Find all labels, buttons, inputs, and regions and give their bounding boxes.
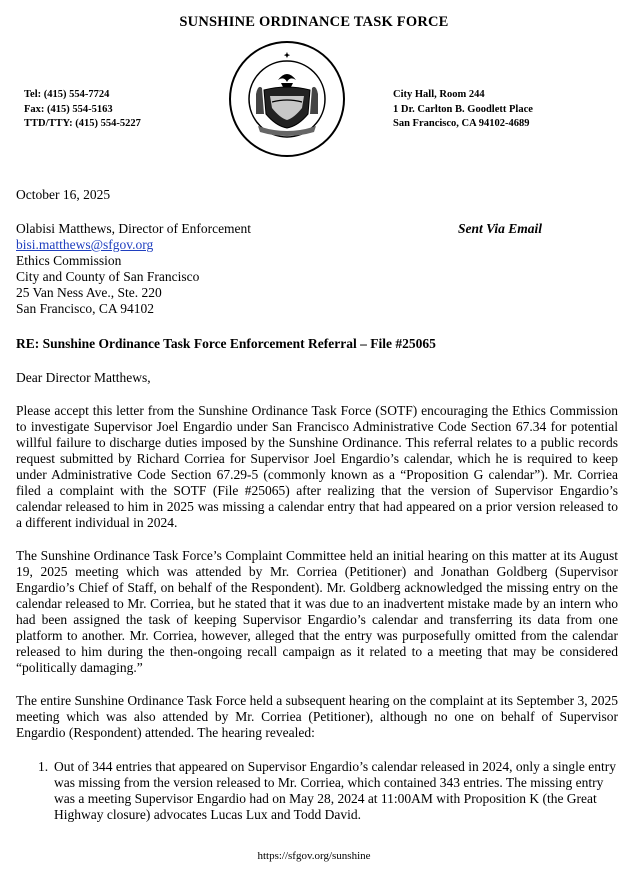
footer-url: https://sfgov.org/sunshine bbox=[257, 850, 371, 862]
recipient-org: Ethics Commission bbox=[16, 253, 122, 268]
letterhead-title: SUNSHINE ORDINANCE TASK FORCE bbox=[179, 14, 449, 30]
address-line-1: City Hall, Room 244 bbox=[393, 89, 485, 100]
svg-text:✦: ✦ bbox=[283, 51, 291, 60]
recipient-street: 25 Van Ness Ave., Ste. 220 bbox=[16, 285, 162, 300]
address-line-2: 1 Dr. Carlton B. Goodlett Place bbox=[393, 103, 533, 115]
findings-list bbox=[16, 759, 618, 823]
list-item-text: Out of 344 entries that appeared on Supervisor Engardio’s calendar released in 2024, only a single entry was missing from the version released to Mr. Corriea, which contained 343 entries. The missing entry was a meeting Supervisor Engardio had on May 28, 2024 at 11:00AM with Proposition K (the Great Highway closure) advocates Lucas Lux and Todd David. bbox=[54, 759, 616, 822]
recipient-email-link[interactable]: bisi.matthews@sfgov.org bbox=[16, 237, 154, 252]
city-seal-graphic bbox=[228, 40, 346, 158]
list-item bbox=[16, 759, 618, 823]
tty-number: TTD/TTY: (415) 554-5227 bbox=[24, 118, 141, 129]
salutation: Dear Director Matthews, bbox=[16, 370, 151, 385]
recipient-citystate: San Francisco, CA 94102 bbox=[16, 301, 154, 316]
subject-line: RE: Sunshine Ordinance Task Force Enforcement Referral – File #25065 bbox=[16, 336, 436, 351]
list-item-number: 1. bbox=[38, 759, 49, 774]
city-seal bbox=[228, 40, 346, 158]
recipient-block bbox=[16, 221, 251, 317]
body-paragraph-1: Please accept this letter from the Sunshine Ordinance Task Force (SOTF) encouraging the Ethics Commission to investigate Supervisor Joel Engardio under San Francisco Administrative Code Section 67.34 for potential willful failure to discharge duties imposed by the Sunshine Ordinance. This referral relates to a public records request submitted by Richard Corriea for Supervisor Joel Engardio’s calendar, which he is required to keep under Administrative Code Section 67.29-5 (commonly known as a “Proposition G calendar”). Mr. Corriea filed a complaint with the SOTF (File #25065) after realizing that the version of Supervisor Engardio’s calendar released to him in 2025 was missing a calendar entry that had appeared on a prior version released to a different individual in 2024. bbox=[16, 403, 618, 530]
sent-via-label: Sent Via Email bbox=[458, 221, 543, 236]
office-address bbox=[393, 88, 533, 132]
body-paragraph-3: The entire Sunshine Ordinance Task Force held a subsequent hearing on the complaint at its September 3, 2025 meeting which was also attended by Mr. Corriea (Petitioner), although no one on behalf of Supervisor Engardio (Respondent) attended. The hearing revealed: bbox=[16, 693, 618, 740]
phone-number: Tel: (415) 554-7724 bbox=[24, 89, 110, 100]
fax-number: Fax: (415) 554-5163 bbox=[24, 103, 113, 115]
recipient-name: Olabisi Matthews, Director of Enforcement bbox=[16, 221, 252, 236]
body-paragraph-2: The Sunshine Ordinance Task Force’s Complaint Committee held an initial hearing on this matter at its August 19, 2025 meeting which was attended by Mr. Corriea (Petitioner) and Jonathan Goldberg (Supervisor Engardio’s Chief of Staff, on behalf of the Respondent). Mr. Goldberg acknowledged the missing entry on the calendar released to Mr. Corriea, but he stated that it was due to an inadvertent mistake made by an intern who had been assigned the task of keeping Supervisor Engardio’s calendar and transferring its data from one platform to another. Mr. Corriea, however, alleged that the entry was purposefully omitted from the calendar released to him during the then-ongoing recall campaign as it related to a meeting that may be considered “politically damaging.” bbox=[16, 548, 618, 675]
recipient-city: City and County of San Francisco bbox=[16, 269, 200, 284]
address-line-3: San Francisco, CA 94102-4689 bbox=[393, 118, 530, 129]
letter-date: October 16, 2025 bbox=[16, 187, 111, 202]
contact-numbers bbox=[24, 88, 141, 132]
